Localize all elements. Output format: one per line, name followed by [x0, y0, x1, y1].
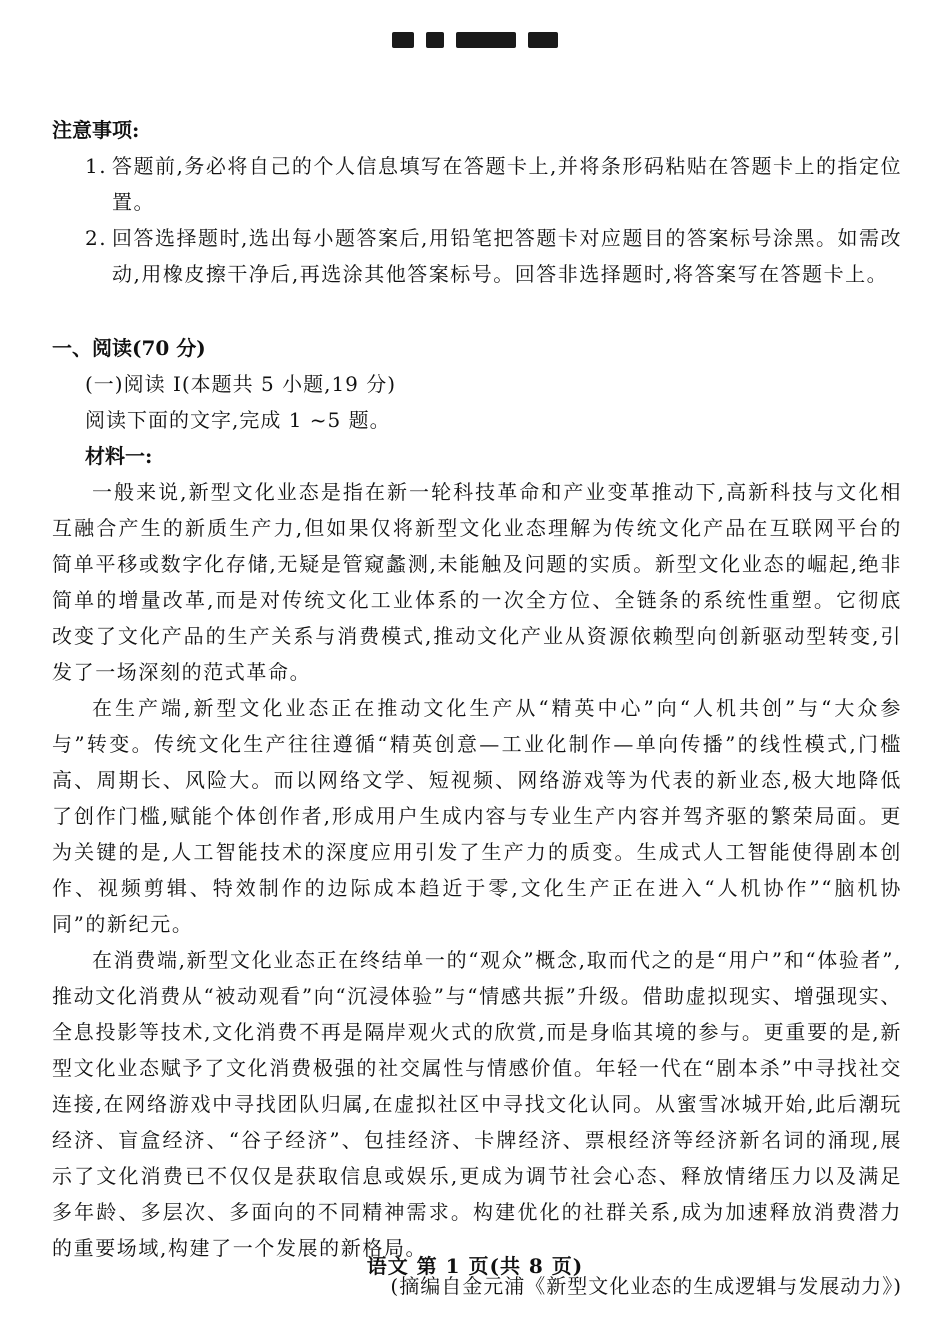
cut-off-header-text — [392, 32, 562, 50]
notes-item — [52, 220, 902, 292]
material-title: 材料一: — [85, 444, 153, 468]
instruction: 阅读下面的文字,完成 1 ~5 题。 — [85, 408, 391, 432]
part-heading: (一)阅读 I(本题共 5 小题,19 分) — [85, 372, 397, 396]
section-title: 一、阅读(70 分) — [52, 336, 206, 360]
material-paragraph: 在生产端,新型文化业态正在推动文化生产从“精英中心”向“人机共创”与“大众参与”转变。传统文化生产往往遵循“精英创意—工业化制作—单向传播”的线性模式,门槛高、周期长、风险大。而以网络文学、短视频、网络游戏等为代表的新业态,极大地降低了创作门槛,赋能个体创作者,形成用户生成内容与专业生产内容并驾齐驱的繁荣局面。更为关键的是,人工智能技术的深度应用引发了生产力的质变。生成式人工智能使得剧本创作、视频剪辑、特效制作的边际成本趋近于零,文化生产正在进入“人机协作”“脑机协同”的新纪元。 — [52, 696, 902, 936]
notes-title: 注意事项: — [52, 118, 140, 142]
notes-list — [52, 148, 902, 292]
source-citation: (摘编自金元浦《新型文化业态的生成逻辑与发展动力》) — [390, 1274, 902, 1298]
material-paragraph: 在消费端,新型文化业态正在终结单一的“观众”概念,取而代之的是“用户”和“体验者”,推动文化消费从“被动观看”向“沉浸体验”与“情感共振”升级。借助虚拟现实、增强现实、全息投影等技术,文化消费不再是隔岸观火式的欣赏,而是身临其境的参与。更重要的是,新型文化业态赋予了文化消费极强的社交属性与情感价值。年轻一代在“剧本杀”中寻找社交连接,在网络游戏中寻找团队归属,在虚拟社区中寻找文化认同。从蜜雪冰城开始,此后潮玩经济、盲盒经济、“谷子经济”、包挂经济、卡牌经济、票根经济等经济新名词的涌现,展示了文化消费已不仅仅是获取信息或娱乐,更成为调节社会心态、释放情绪压力以及满足多年龄、多层次、多面向的不同精神需求。构建优化的社群关系,成为加速释放消费潜力的重要场域,构建了一个发展的新格局。 — [52, 948, 902, 1260]
notes-section — [52, 112, 902, 292]
notes-item-number: 1. — [85, 154, 108, 178]
notes-item-number: 2. — [85, 226, 108, 250]
material-paragraph: 一般来说,新型文化业态是指在新一轮科技革命和产业变革推动下,高新科技与文化相互融合产生的新质生产力,但如果仅将新型文化业态理解为传统文化产品在互联网平台的简单平移或数字化存储,无疑是管窥蠡测,未能触及问题的实质。新型文化业态的崛起,绝非简单的增量改革,而是对传统文化工业体系的一次全方位、全链条的系统性重塑。它彻底改变了文化产品的生产关系与消费模式,推动文化产业从资源依赖型向创新驱动型转变,引发了一场深刻的范式革命。 — [52, 480, 902, 684]
exam-page — [52, 112, 902, 1304]
notes-item — [52, 148, 902, 220]
notes-item-text: 回答选择题时,选出每小题答案后,用铅笔把答题卡对应题目的答案标号涂黑。如需改动,用橡皮擦干净后,再选涂其他答案标号。回答非选择题时,将答案写在答题卡上。 — [112, 226, 902, 286]
page-footer: 语文 第 1 页(共 8 页) — [366, 1254, 584, 1278]
notes-item-text: 答题前,务必将自己的个人信息填写在答题卡上,并将条形码粘贴在答题卡上的指定位置。 — [112, 154, 902, 214]
